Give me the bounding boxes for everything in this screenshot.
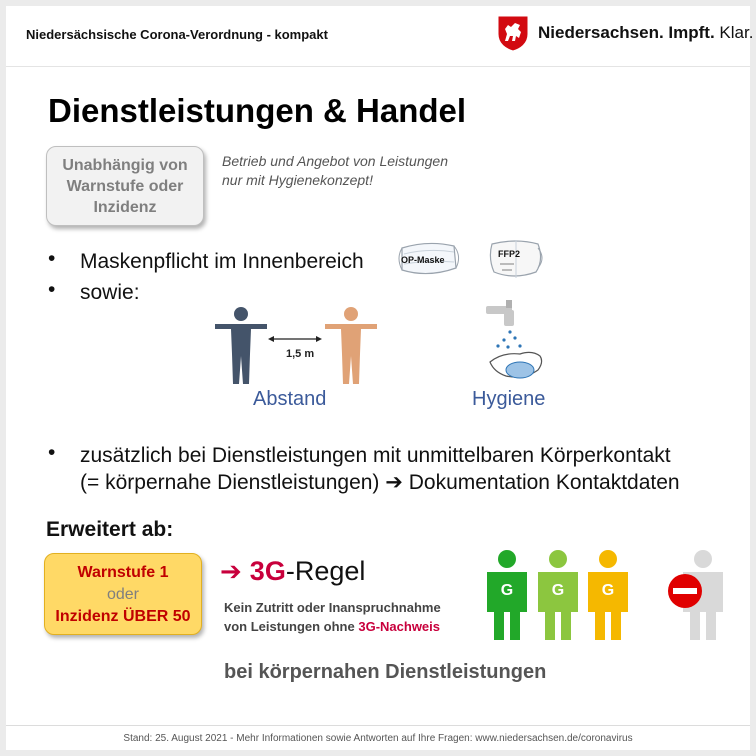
rule-desc-line1: Kein Zutritt oder Inanspruchnahme <box>224 600 441 615</box>
person-dark-icon <box>213 306 269 386</box>
independent-note-line1: Betrieb und Angebot von Leistungen <box>222 153 448 169</box>
person-g-green-dark-icon <box>484 550 530 642</box>
warnstufe-line1: Warnstufe 1 <box>77 564 169 581</box>
header-title: Niedersächsische Corona-Verordnung - kompakt <box>26 27 328 42</box>
person-g-yellow-icon <box>585 550 631 642</box>
bullet-dot-icon: • <box>48 278 56 301</box>
distance-label: Abstand <box>253 388 327 410</box>
warnstufe-line2: oder <box>106 586 140 603</box>
person-g-letter: G <box>601 582 615 599</box>
person-g-green-light-icon <box>535 550 581 642</box>
brand-logo[interactable] <box>496 14 753 52</box>
bullet-also-text: sowie: <box>80 281 140 304</box>
hygiene-label: Hygiene <box>472 388 546 410</box>
rule-desc-line2-pre: von Leistungen ohne <box>224 619 355 634</box>
op-mask-icon <box>398 238 460 280</box>
footer-text: Stand: 25. August 2021 - Mehr Informationen sowie Antworten auf Ihre Fragen: www.niedersachsen.de/coronavirus <box>123 733 633 744</box>
rule-description <box>224 598 441 636</box>
extended-label: Erweitert ab: <box>46 518 174 541</box>
body-services-text: bei körpernahen Dienstleistungen <box>224 661 547 683</box>
bullet-dot-icon: • <box>48 247 56 270</box>
person-denied-icon <box>666 550 728 642</box>
op-mask-label: OP-Maske <box>401 255 445 265</box>
bullet-mask-text: Maskenpflicht im Innenbereich <box>80 250 364 273</box>
arrow-right-icon: ➔ <box>385 471 403 494</box>
warnstufe-line3: Inzidenz ÜBER 50 <box>55 608 191 625</box>
independent-box <box>46 146 204 226</box>
footer-divider <box>6 725 750 726</box>
rule-desc-line2-highlight: 3G-Nachweis <box>358 619 441 634</box>
header-divider <box>6 66 750 67</box>
bullet-dot-icon: • <box>48 441 56 464</box>
person-g-letter: G <box>551 582 565 599</box>
distance-arrow-icon <box>268 334 322 344</box>
bullet-additional-line1: zusätzlich bei Dienstleistungen mit unmittelbaren Körperkontakt <box>80 444 671 467</box>
additional-line2-post: Dokumentation Kontaktdaten <box>408 471 680 494</box>
ffp2-mask-icon <box>486 238 546 280</box>
page-title: Dienstleistungen & Handel <box>48 92 467 129</box>
rule-arrow-icon: ➔ <box>220 556 242 586</box>
brand-rest-text: Klar. <box>719 23 754 42</box>
ffp2-mask-label: FFP2 <box>498 249 521 259</box>
independent-line2: Warnstufe oder <box>66 177 184 195</box>
person-light-icon <box>323 306 379 386</box>
brand-bold-text: Niedersachsen. Impft. <box>538 23 715 42</box>
independent-note <box>222 152 448 190</box>
additional-line2-pre: (= körpernahe Dienstleistungen) <box>80 471 380 494</box>
independent-line1: Unabhängig von <box>62 156 188 174</box>
rule-strong-text: 3G <box>249 556 286 586</box>
independent-line3: Inzidenz <box>93 198 157 216</box>
bullet-additional-line2 <box>80 469 680 496</box>
person-g-letter: G <box>500 582 514 599</box>
distance-value: 1,5 m <box>286 348 315 360</box>
rule-heading <box>220 556 365 587</box>
warnstufe-box <box>44 553 202 635</box>
independent-note-line2: nur mit Hygienekonzept! <box>222 172 373 188</box>
rule-rest-text: -Regel <box>285 556 366 586</box>
hand-wash-icon <box>484 300 546 384</box>
horse-shield-icon <box>496 14 530 52</box>
